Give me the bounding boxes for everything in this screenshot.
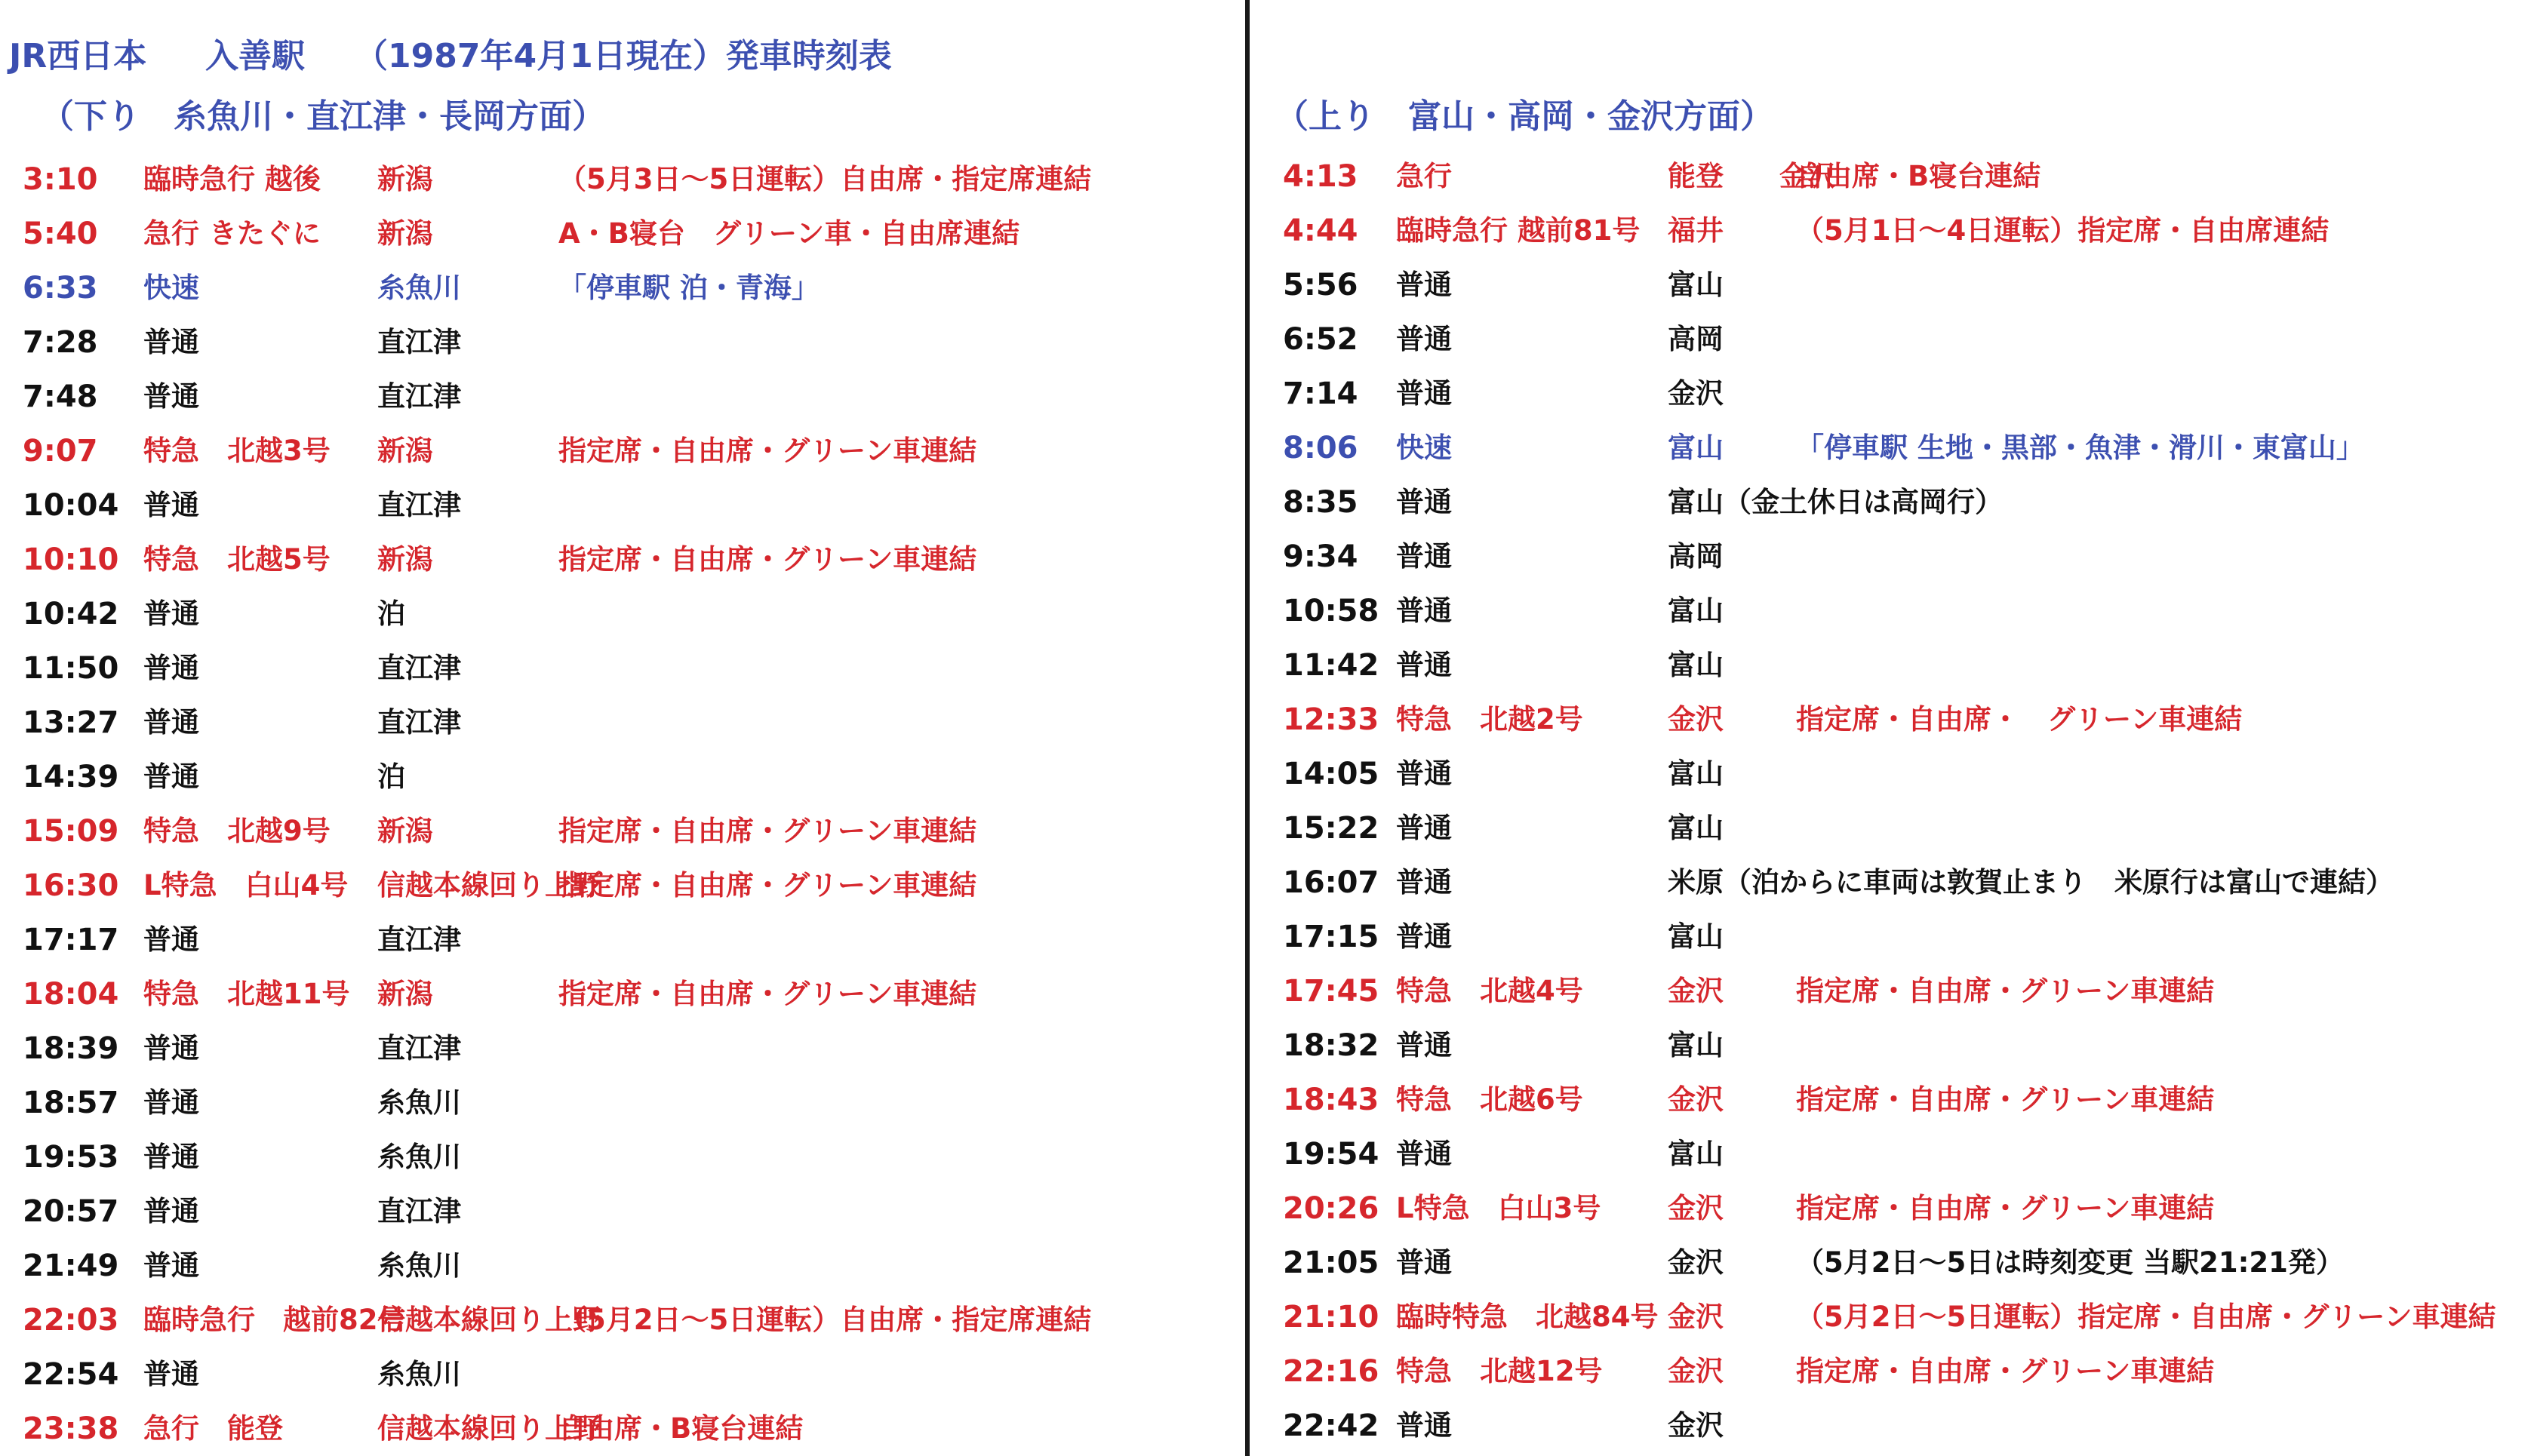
train-note: 指定席・自由席・グリーン車連結 bbox=[558, 978, 977, 1010]
train-note: 指定席・自由席・グリーン車連結 bbox=[1796, 1355, 2215, 1387]
destination: 富山 bbox=[1668, 757, 1724, 790]
departure-time: 11:42 bbox=[1283, 648, 1379, 683]
train-type: 特急 北越2号 bbox=[1396, 703, 1583, 736]
destination: 直江津 bbox=[377, 706, 461, 739]
destination: 新潟 bbox=[377, 815, 433, 847]
departure-time: 22:54 bbox=[23, 1357, 119, 1392]
destination: 金沢 bbox=[1668, 1301, 1724, 1333]
departure-time: 15:09 bbox=[23, 814, 119, 849]
destination: 直江津 bbox=[377, 326, 461, 358]
train-note: 「停車駅 生地・黒部・魚津・滑川・東富山」 bbox=[1796, 432, 2364, 464]
destination: 金沢 bbox=[1668, 703, 1724, 736]
departure-time: 15:22 bbox=[1283, 811, 1379, 846]
train-note: A・B寝台 グリーン車・自由席連結 bbox=[558, 217, 1020, 250]
date-note: （1987年4月1日現在）発車時刻表 bbox=[355, 37, 892, 75]
departure-time: 10:04 bbox=[23, 488, 119, 523]
train-type: 普通 bbox=[143, 923, 199, 956]
destination: 直江津 bbox=[377, 1032, 461, 1064]
departure-time: 17:45 bbox=[1283, 974, 1379, 1009]
destination: 福井 bbox=[1668, 214, 1724, 247]
destination: 糸魚川 bbox=[377, 1086, 461, 1119]
destination: 泊 bbox=[377, 597, 405, 630]
departure-time: 13:27 bbox=[23, 705, 119, 740]
train-type: 普通 bbox=[1396, 920, 1452, 953]
destination: 金沢 bbox=[1668, 1355, 1724, 1387]
destination: 直江津 bbox=[377, 489, 461, 521]
train-type: 普通 bbox=[143, 1032, 199, 1064]
destination: 糸魚川 bbox=[377, 1249, 461, 1282]
departure-time: 20:26 bbox=[1283, 1191, 1379, 1226]
departure-time: 8:35 bbox=[1283, 485, 1358, 520]
departure-time: 4:13 bbox=[1283, 159, 1358, 194]
train-type: 急行 bbox=[1396, 160, 1452, 192]
train-type: 特急 北越9号 bbox=[143, 815, 331, 847]
train-type: 普通 bbox=[1396, 1138, 1452, 1170]
destination: 新潟 bbox=[377, 217, 433, 250]
train-note: （5月2日〜5日は時刻変更 当駅21:21発） bbox=[1796, 1246, 2344, 1279]
train-type: 特急 北越12号 bbox=[1396, 1355, 1603, 1387]
destination: 新潟 bbox=[377, 978, 433, 1010]
train-type: 普通 bbox=[1396, 1029, 1452, 1061]
destination: 糸魚川 bbox=[377, 1141, 461, 1173]
departure-time: 8:06 bbox=[1283, 431, 1358, 465]
train-type: 普通 bbox=[143, 1358, 199, 1390]
destination: 金沢 bbox=[1668, 377, 1724, 410]
departure-time: 10:42 bbox=[23, 597, 119, 631]
departure-time: 16:30 bbox=[23, 868, 119, 903]
train-note: （5月3日〜5日運転）自由席・指定席連結 bbox=[558, 163, 1092, 195]
destination: 金沢 bbox=[1668, 1083, 1724, 1116]
train-type: 特急 北越6号 bbox=[1396, 1083, 1583, 1116]
train-note: 指定席・自由席・グリーン車連結 bbox=[1796, 1192, 2215, 1224]
departure-time: 21:10 bbox=[1283, 1300, 1379, 1335]
destination: 富山 bbox=[1668, 432, 1724, 464]
destination: 泊 bbox=[377, 760, 405, 793]
train-type: 普通 bbox=[1396, 540, 1452, 573]
train-note: 自由席・B寝台連結 bbox=[1796, 160, 2041, 192]
train-type: 普通 bbox=[1396, 486, 1452, 518]
down-direction-heading: （下り 糸魚川・直江津・長岡方面） bbox=[41, 97, 605, 136]
destination: 金沢 bbox=[1668, 1409, 1724, 1442]
train-type: 臨時特急 北越84号 bbox=[1396, 1301, 1659, 1333]
departure-time: 22:16 bbox=[1283, 1354, 1379, 1389]
destination: 信越本線回り上野 bbox=[377, 1304, 601, 1336]
departure-time: 9:34 bbox=[1283, 539, 1358, 574]
departure-time: 17:17 bbox=[23, 923, 119, 957]
train-type: 普通 bbox=[143, 1141, 199, 1173]
train-type: 普通 bbox=[1396, 812, 1452, 844]
train-note: 「停車駅 泊・青海」 bbox=[558, 272, 820, 304]
destination: 富山 bbox=[1668, 812, 1724, 844]
departure-time: 10:58 bbox=[1283, 594, 1379, 628]
destination: 新潟 bbox=[377, 543, 433, 576]
destination: 直江津 bbox=[377, 380, 461, 413]
departure-time: 14:05 bbox=[1283, 757, 1379, 791]
departure-time: 18:43 bbox=[1283, 1083, 1379, 1117]
destination: 富山 bbox=[1668, 1138, 1724, 1170]
departure-time: 21:49 bbox=[23, 1249, 119, 1283]
destination: 富山（金土休日は高岡行） bbox=[1668, 486, 2003, 518]
train-type: 普通 bbox=[143, 1086, 199, 1119]
train-type: L特急 白山4号 bbox=[143, 869, 349, 902]
train-type: 普通 bbox=[1396, 649, 1452, 681]
train-note: 指定席・自由席・グリーン車連結 bbox=[1796, 1083, 2215, 1116]
destination: 信越本線回り上野 bbox=[377, 869, 601, 902]
train-note: （5月2日〜5日運転）指定席・自由席・グリーン車連結 bbox=[1796, 1301, 2496, 1333]
train-note: 指定席・自由席・グリーン車連結 bbox=[558, 435, 977, 467]
train-note: 指定席・自由席・グリーン車連結 bbox=[558, 815, 977, 847]
train-type: 快速 bbox=[143, 272, 199, 304]
up-direction-heading: （上り 富山・高岡・金沢方面） bbox=[1275, 97, 1773, 136]
destination: 直江津 bbox=[377, 923, 461, 956]
train-type: 特急 北越3号 bbox=[143, 435, 331, 467]
departure-time: 18:39 bbox=[23, 1031, 119, 1066]
train-type: 特急 北越5号 bbox=[143, 543, 331, 576]
departure-time: 6:33 bbox=[23, 271, 98, 306]
train-type: 普通 bbox=[143, 706, 199, 739]
train-type: 臨時急行 越前81号 bbox=[1396, 214, 1641, 247]
train-note: 指定席・自由席・ グリーン車連結 bbox=[1796, 703, 2243, 736]
departure-time: 7:28 bbox=[23, 325, 98, 360]
departure-time: 19:53 bbox=[23, 1140, 119, 1175]
departure-time: 10:10 bbox=[23, 542, 119, 577]
destination: 富山 bbox=[1668, 649, 1724, 681]
departure-time: 6:52 bbox=[1283, 322, 1358, 357]
destination: 金沢 bbox=[1668, 1246, 1724, 1279]
destination: 糸魚川 bbox=[377, 272, 461, 304]
destination: 米原（泊からに車両は敦賀止まり 米原行は富山で連結） bbox=[1668, 866, 2394, 898]
train-type: 普通 bbox=[1396, 323, 1452, 355]
departure-time: 20:57 bbox=[23, 1194, 119, 1229]
train-note: 指定席・自由席・グリーン車連結 bbox=[558, 543, 977, 576]
destination: 富山 bbox=[1668, 269, 1724, 301]
destination: 富山 bbox=[1668, 594, 1724, 627]
departure-time: 7:48 bbox=[23, 379, 98, 414]
train-type: 普通 bbox=[143, 652, 199, 684]
departure-time: 11:50 bbox=[23, 651, 119, 686]
departure-time: 5:56 bbox=[1283, 268, 1358, 303]
departure-time: 9:07 bbox=[23, 434, 98, 468]
departure-time: 21:05 bbox=[1283, 1246, 1379, 1280]
train-type: 快速 bbox=[1396, 432, 1452, 464]
departure-time: 12:33 bbox=[1283, 702, 1379, 737]
destination: 糸魚川 bbox=[377, 1358, 461, 1390]
departure-time: 4:44 bbox=[1283, 213, 1358, 248]
destination: 直江津 bbox=[377, 652, 461, 684]
departure-time: 23:38 bbox=[23, 1411, 119, 1446]
station-name: 入善駅 bbox=[205, 37, 305, 75]
company-name: JR西日本 bbox=[9, 37, 147, 75]
destination: 金沢 bbox=[1668, 1192, 1724, 1224]
train-type: 普通 bbox=[143, 1249, 199, 1282]
train-type: 普通 bbox=[1396, 269, 1452, 301]
destination: 富山 bbox=[1668, 920, 1724, 953]
train-type: 普通 bbox=[1396, 594, 1452, 627]
destination: 能登 金沢 bbox=[1668, 160, 1835, 192]
departure-time: 18:57 bbox=[23, 1086, 119, 1120]
departure-time: 18:04 bbox=[23, 977, 119, 1012]
train-type: 急行 きたぐに bbox=[143, 217, 321, 250]
destination: 高岡 bbox=[1668, 540, 1724, 573]
departure-time: 17:15 bbox=[1283, 920, 1379, 954]
train-type: 普通 bbox=[143, 1195, 199, 1227]
train-type: 普通 bbox=[1396, 1246, 1452, 1279]
destination: 金沢 bbox=[1668, 975, 1724, 1007]
destination: 新潟 bbox=[377, 163, 433, 195]
departure-time: 16:07 bbox=[1283, 865, 1379, 900]
train-type: 臨時急行 越後 bbox=[143, 163, 321, 195]
train-type: 普通 bbox=[1396, 1409, 1452, 1442]
departure-time: 18:32 bbox=[1283, 1028, 1379, 1063]
train-note: 指定席・自由席・グリーン車連結 bbox=[558, 869, 977, 902]
destination: 直江津 bbox=[377, 1195, 461, 1227]
train-note: 自由席・B寝台連結 bbox=[558, 1412, 804, 1445]
destination: 富山 bbox=[1668, 1029, 1724, 1061]
departure-time: 3:10 bbox=[23, 162, 98, 197]
departure-time: 22:03 bbox=[23, 1303, 119, 1338]
train-note: （5月2日〜5日運転）自由席・指定席連結 bbox=[558, 1304, 1092, 1336]
destination: 信越本線回り上野 bbox=[377, 1412, 601, 1445]
train-type: 普通 bbox=[143, 489, 199, 521]
train-type: 普通 bbox=[143, 597, 199, 630]
train-type: 特急 北越4号 bbox=[1396, 975, 1583, 1007]
destination: 新潟 bbox=[377, 435, 433, 467]
train-type: 急行 能登 bbox=[143, 1412, 283, 1445]
train-type: L特急 白山3号 bbox=[1396, 1192, 1601, 1224]
departure-time: 22:42 bbox=[1283, 1408, 1379, 1443]
train-type: 普通 bbox=[143, 326, 199, 358]
destination: 高岡 bbox=[1668, 323, 1724, 355]
departure-time: 14:39 bbox=[23, 760, 119, 794]
train-type: 普通 bbox=[1396, 377, 1452, 410]
train-type: 普通 bbox=[143, 760, 199, 793]
train-note: （5月1日〜4日運転）指定席・自由席連結 bbox=[1796, 214, 2330, 247]
train-type: 普通 bbox=[1396, 866, 1452, 898]
train-type: 普通 bbox=[143, 380, 199, 413]
departure-time: 19:54 bbox=[1283, 1137, 1379, 1172]
departure-time: 7:14 bbox=[1283, 376, 1358, 411]
train-type: 普通 bbox=[1396, 757, 1452, 790]
train-type: 特急 北越11号 bbox=[143, 978, 350, 1010]
train-note: 指定席・自由席・グリーン車連結 bbox=[1796, 975, 2215, 1007]
train-type: 臨時急行 越前82号 bbox=[143, 1304, 406, 1336]
departure-time: 5:40 bbox=[23, 217, 98, 251]
